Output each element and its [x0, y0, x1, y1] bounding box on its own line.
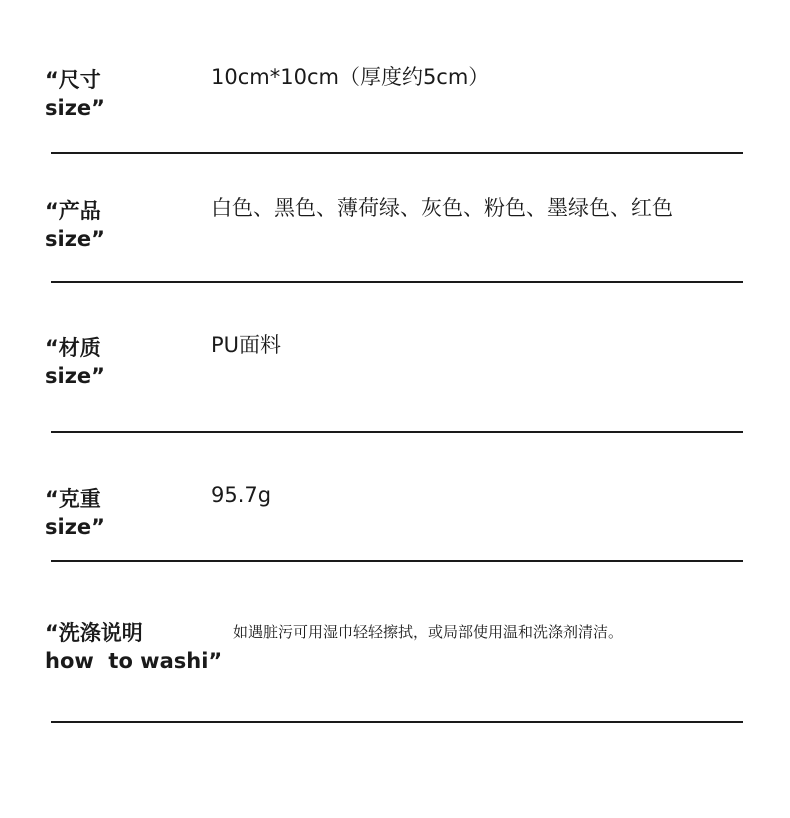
row-label-en: size”: [45, 515, 105, 539]
row-value-product: 白色、黑色、薄荷绿、灰色、粉色、墨绿色、红色: [211, 196, 673, 220]
row-label-cn: “洗涤说明: [45, 621, 143, 645]
row-label-cn: “克重: [45, 487, 101, 511]
row-label-cn: “产品: [45, 199, 101, 223]
row-label-cn: “材质: [45, 336, 101, 360]
row-label-weight: [45, 485, 105, 541]
row-divider: [51, 431, 743, 433]
row-value-size: 10cm*10cm（厚度约5cm）: [211, 65, 490, 89]
row-divider: [51, 560, 743, 562]
row-value-weight: 95.7g: [211, 483, 272, 507]
row-label-material: [45, 334, 105, 390]
row-label-en: how to washi”: [45, 649, 223, 673]
row-divider: [51, 721, 743, 723]
row-value-washing: 如遇脏污可用湿巾轻轻擦拭，或局部使用温和洗涤剂清洁。: [233, 623, 624, 641]
row-divider: [51, 281, 743, 283]
row-label-washing: [45, 619, 222, 675]
row-label-size: [45, 66, 105, 122]
row-label-en: size”: [45, 96, 105, 120]
row-label-en: size”: [45, 364, 105, 388]
row-label-product: [45, 197, 105, 253]
row-divider: [51, 152, 743, 154]
row-label-cn: “尺寸: [45, 68, 101, 92]
row-label-en: size”: [45, 227, 105, 251]
row-value-material: PU面料: [211, 333, 282, 357]
